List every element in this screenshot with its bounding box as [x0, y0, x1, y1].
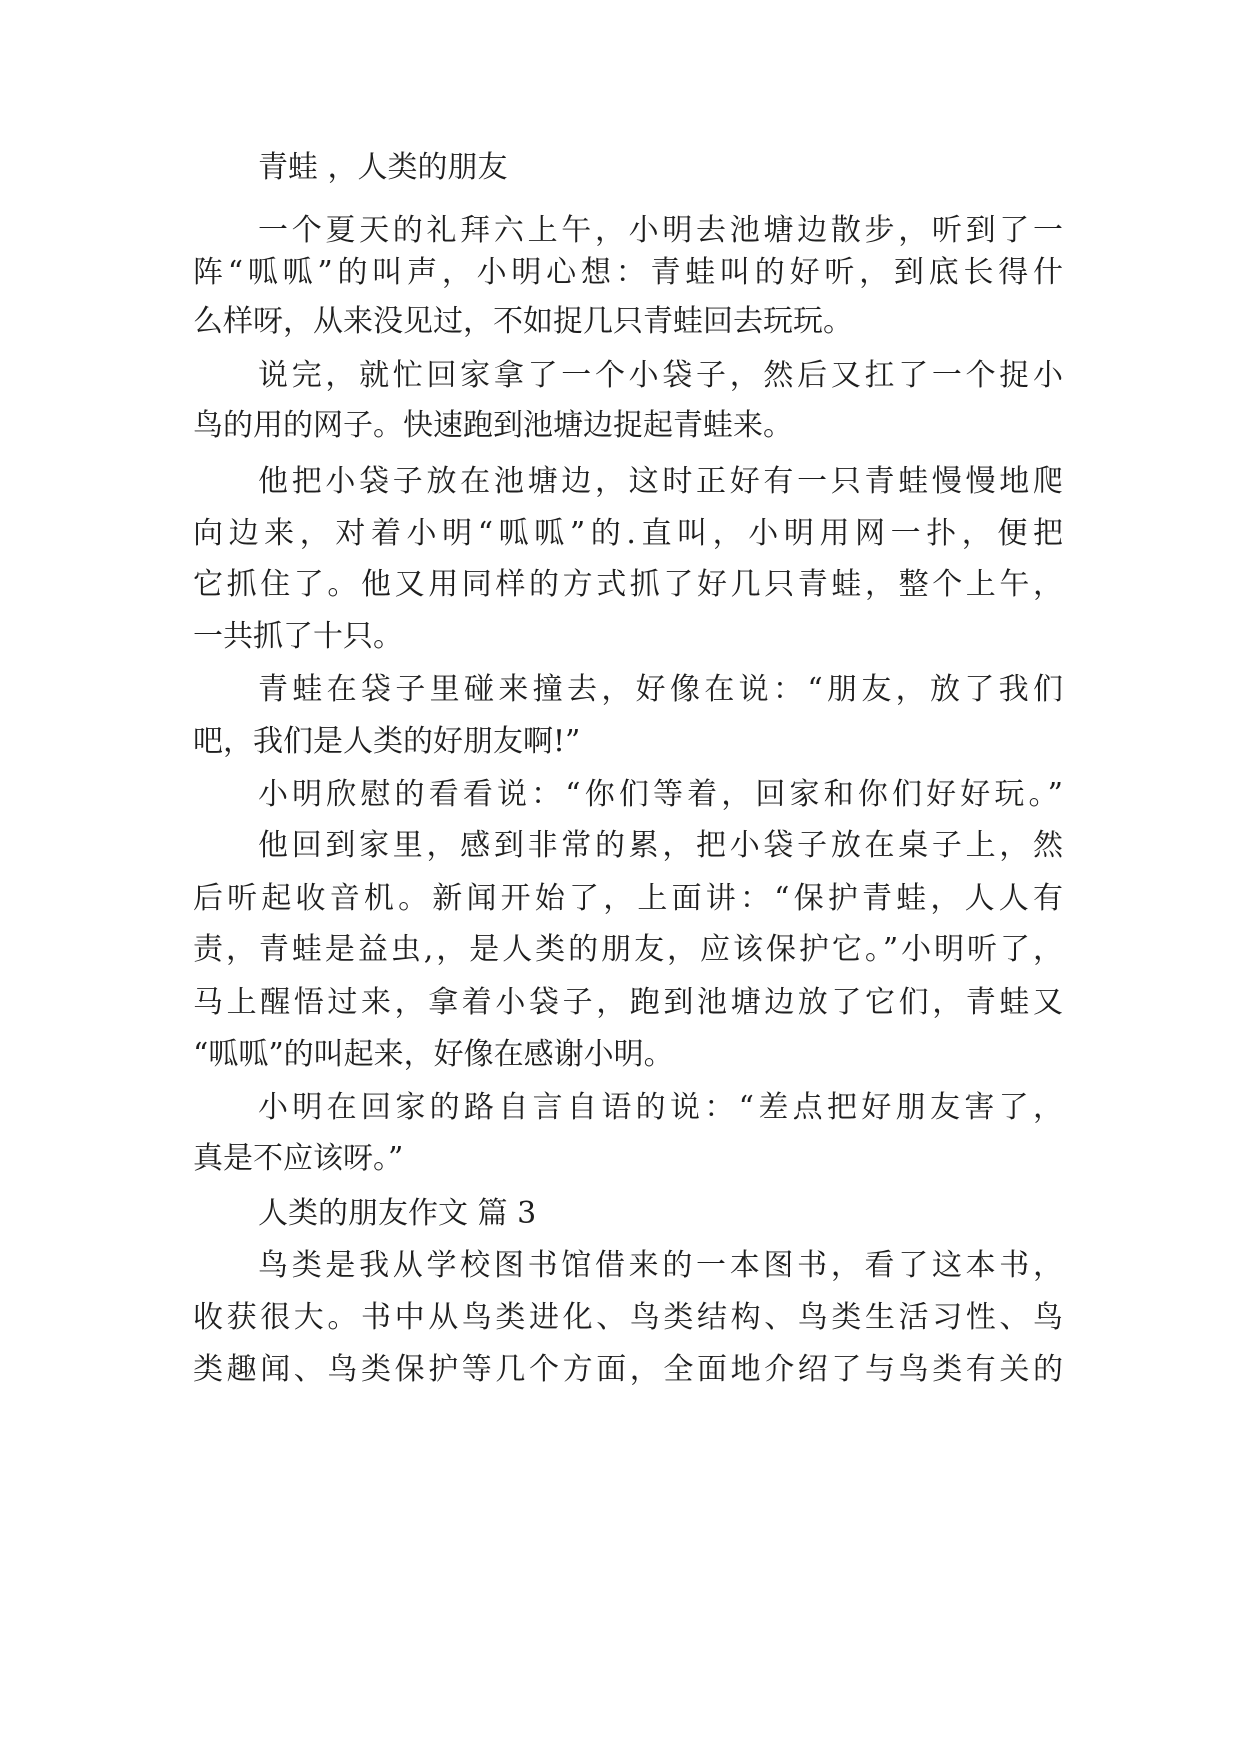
- text-line: 收获很大。书中从鸟类进化、鸟类结构、鸟类生活习性、鸟: [193, 1300, 1063, 1335]
- text-line: 吧，我们是人类的好朋友啊!”: [193, 724, 581, 759]
- text-line: 它抓住了。他又用同样的方式抓了好几只青蛙，整个上午，: [193, 567, 1063, 602]
- text-line: 小明欣慰的看看说：“你们等着，回家和你们好好玩。”: [258, 777, 1063, 812]
- text-line: 阵“呱呱”的叫声，小明心想：青蛙叫的好听，到底长得什: [193, 255, 1063, 290]
- text-line: 么样呀，从来没见过，不如捉几只青蛙回去玩玩。: [193, 304, 853, 339]
- text-line: 说完，就忙回家拿了一个小袋子，然后又扛了一个捉小: [258, 358, 1063, 393]
- text-line: 马上醒悟过来，拿着小袋子，跑到池塘边放了它们，青蛙又: [193, 985, 1063, 1020]
- text-line: 责，青蛙是益虫,，是人类的朋友，应该保护它。”小明听了，: [193, 932, 1063, 967]
- text-line: 鸟类是我从学校图书馆借来的一本图书，看了这本书，: [258, 1248, 1063, 1283]
- text-line: 真是不应该呀。”: [193, 1141, 404, 1176]
- text-line: 青蛙在袋子里碰来撞去，好像在说：“朋友，放了我们: [258, 672, 1063, 707]
- text-line: 鸟的用的网子。快速跑到池塘边捉起青蛙来。: [193, 408, 793, 443]
- document-title: 青蛙 ，人类的朋友: [258, 150, 508, 185]
- section-heading: 人类的朋友作文 篇 3: [258, 1196, 537, 1231]
- text-line: 一个夏天的礼拜六上午，小明去池塘边散步，听到了一: [258, 213, 1063, 248]
- text-line: 小明在回家的路自言自语的说：“差点把好朋友害了，: [258, 1090, 1063, 1125]
- text-line: 类趣闻、鸟类保护等几个方面，全面地介绍了与鸟类有关的: [193, 1352, 1063, 1387]
- text-line: 他把小袋子放在池塘边，这时正好有一只青蛙慢慢地爬: [258, 464, 1063, 499]
- text-line: 后听起收音机。新闻开始了，上面讲：“保护青蛙，人人有: [193, 881, 1063, 916]
- text-line: “呱呱”的叫起来，好像在感谢小明。: [193, 1037, 674, 1072]
- text-line: 向边来，对着小明“呱呱”的.直叫，小明用网一扑，便把: [193, 516, 1063, 551]
- text-line: 他回到家里，感到非常的累，把小袋子放在桌子上，然: [258, 828, 1063, 863]
- text-line: 一共抓了十只。: [193, 619, 403, 654]
